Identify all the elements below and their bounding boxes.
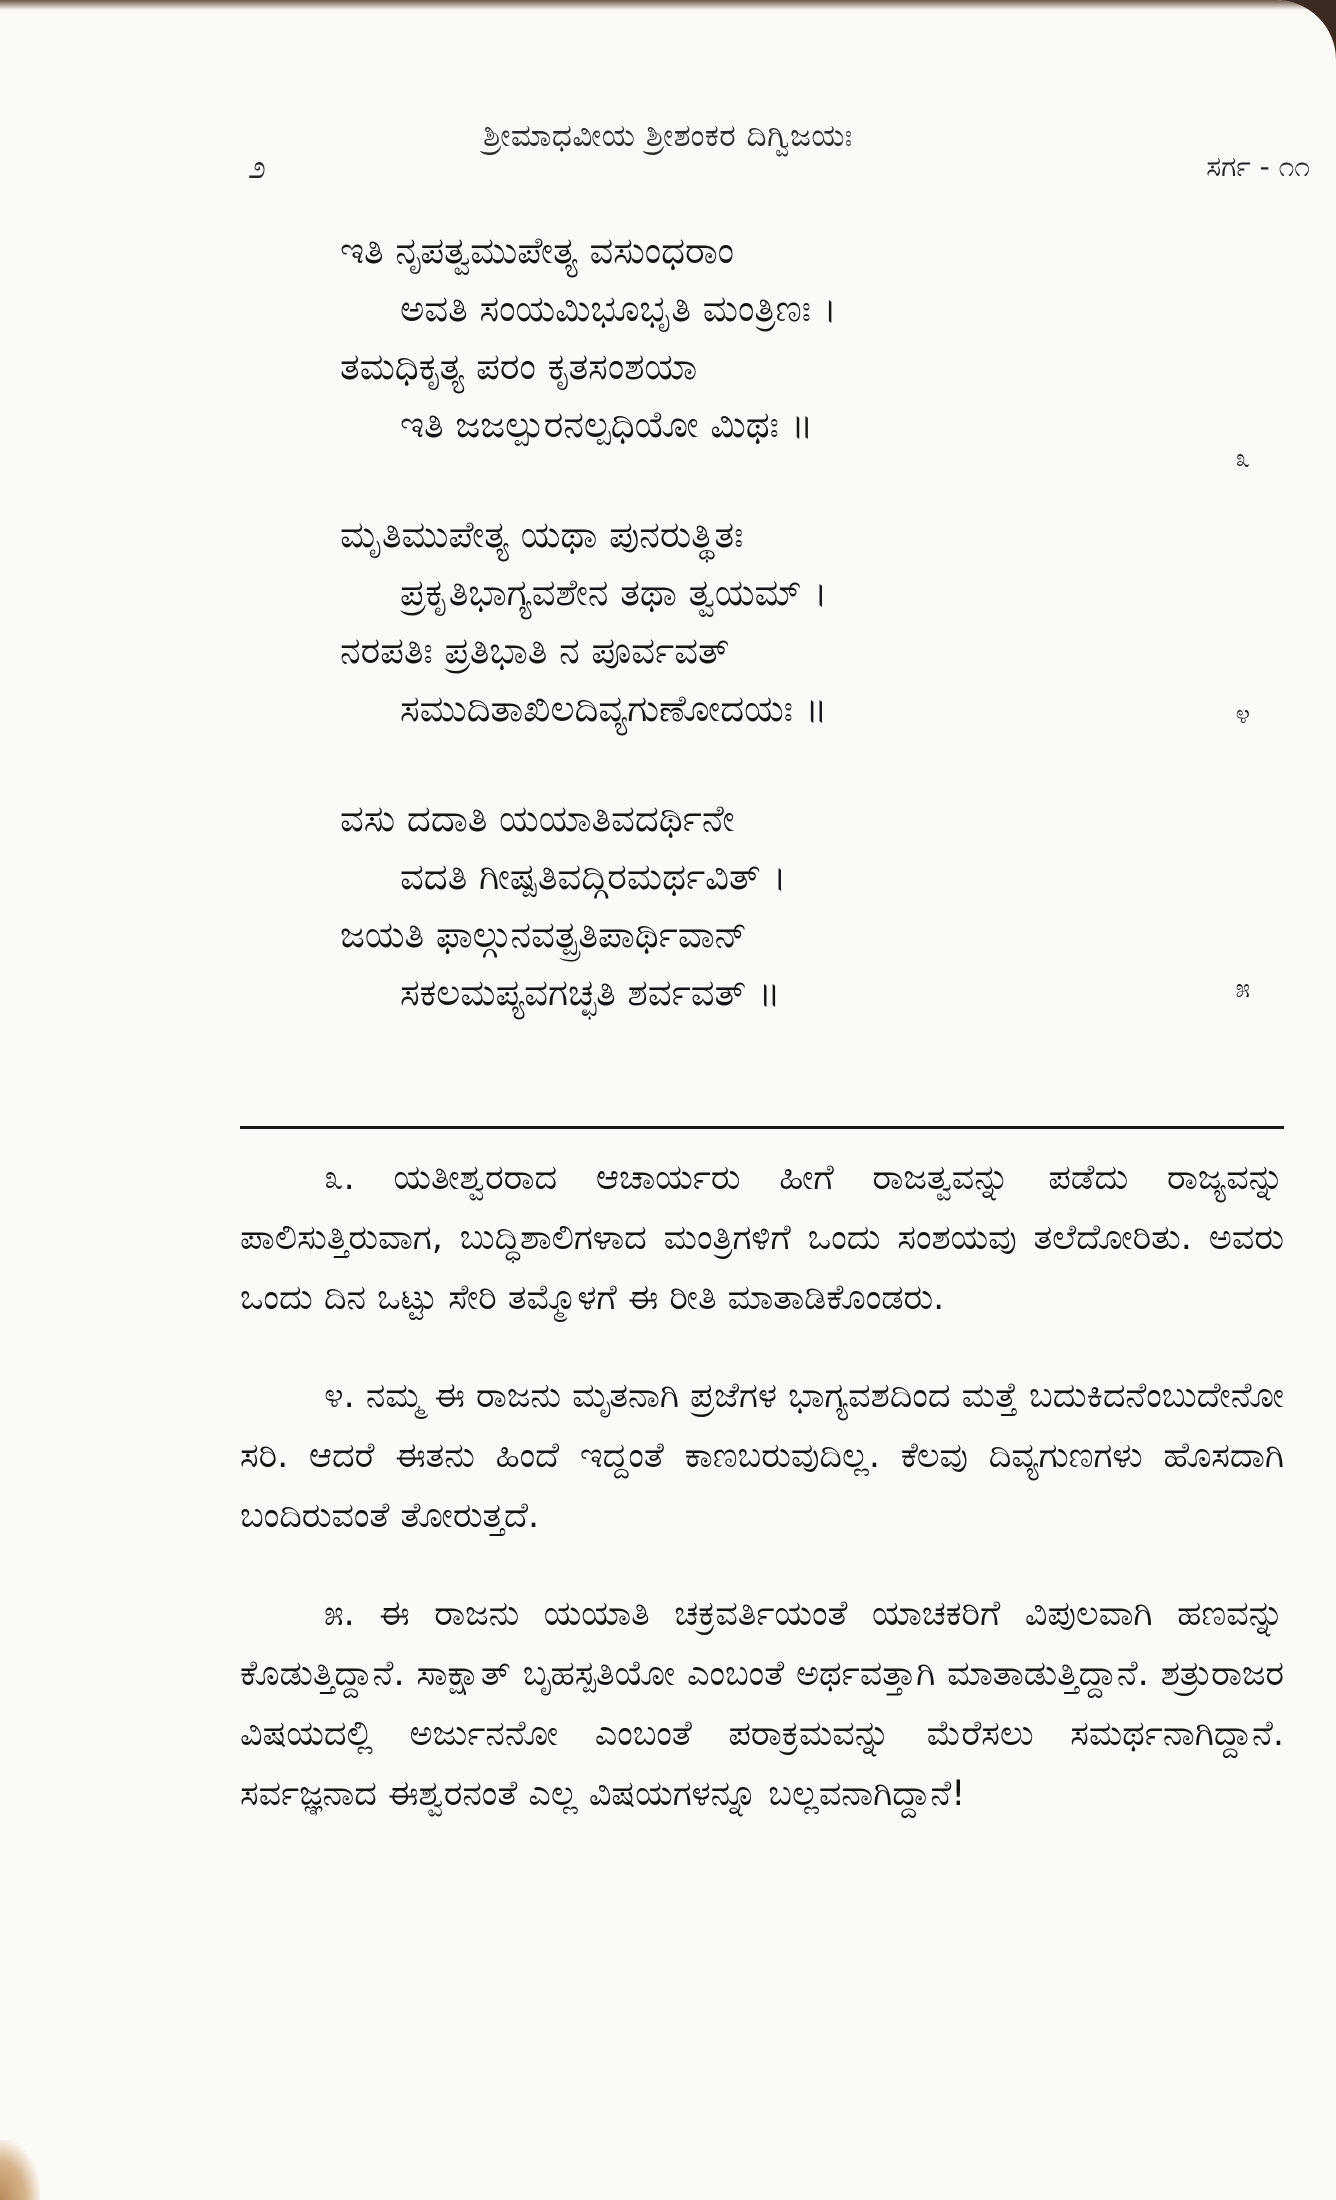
- verse-line: ತಮಧಿಕೃತ್ಯ ಪರಂ ಕೃತಸಂಶಯಾ: [340, 345, 698, 388]
- verse-line: ಇತಿ ನೃಪತ್ವಮುಪೇತ್ಯ ವಸುಂಧರಾಂ: [340, 229, 735, 272]
- verse-line: ಮೃತಿಮುಪೇತ್ಯ ಯಥಾ ಪುನರುತ್ಥಿತಃ: [340, 513, 744, 556]
- verse-4: [340, 506, 1250, 738]
- section-divider: [240, 1126, 1284, 1129]
- verse-3: [340, 222, 1250, 474]
- verse-line: ಅವತಿ ಸಂಯಮಿಭೂಭೃತಿ ಮಂತ್ರಿಣಃ ।: [400, 287, 837, 330]
- page-corner-shadow: [0, 2140, 40, 2200]
- verse-line: ಇತಿ ಜಜಲ್ಪುರನಲ್ಪಧಿಯೋ ಮಿಥಃ ॥: [400, 403, 814, 446]
- verse-line: ಸಕಲಮಪ್ಯವಗಚ್ಛತಿ ಶರ್ವವತ್ ॥: [400, 971, 781, 1014]
- verse-number: ೫: [1235, 974, 1250, 1004]
- verse-line: ಸಮುದಿತಾಖಿಲದಿವ್ಯಗುಣೋದಯಃ ॥: [400, 687, 828, 730]
- verse-line: ವಸು ದದಾತಿ ಯಯಾತಿವದರ್ಥಿನೇ: [340, 797, 735, 840]
- verse-line: ಪ್ರಕೃತಿಭಾಗ್ಯವಶೇನ ತಥಾ ತ್ವಯಮ್ ।: [400, 571, 828, 614]
- chapter-label: ಸರ್ಗ - ೧೧: [1206, 150, 1310, 183]
- verse-line: ನರಪತಿಃ ಪ್ರತಿಭಾತಿ ನ ಪೂರ್ವವತ್: [340, 629, 730, 672]
- commentary-paragraph-3: ೩. ಯತೀಶ್ವರರಾದ ಆಚಾರ್ಯರು ಹೀಗೆ ರಾಜತ್ವವನ್ನು ಪಡೆದು ರಾಜ್ಯವನ್ನು ಪಾಲಿಸುತ್ತಿರುವಾಗ, ಬುದ್ಧಿಶಾಲಿಗಳಾದ ಮಂತ್ರಿಗಳಿಗೆ ಒಂದು ಸಂಶಯವು ತಲೆದೋರಿತು. ಅವರು ಒಂದು ದಿನ ಒಟ್ಟು ಸೇರಿ ತಮ್ಮೊಳಗೆ ಈ ರೀತಿ ಮಾತಾಡಿಕೊಂಡರು.: [240, 1158, 1284, 1318]
- verse-number: ೩: [1235, 444, 1250, 474]
- page-number: ೨: [248, 148, 266, 186]
- page-top-shadow: [0, 0, 1336, 10]
- verse-number: ೪: [1235, 700, 1250, 730]
- commentary-block: [240, 1148, 1284, 1862]
- verse-block: [340, 222, 1250, 1074]
- verse-line: ವದತಿ ಗೀಷ್ಪತಿವದ್ಗಿರಮರ್ಥವಿತ್ ।: [400, 855, 787, 898]
- running-title: ಶ್ರೀಮಾಧವೀಯ ಶ್ರೀಶಂಕರ ದಿಗ್ವಿಜಯಃ: [483, 118, 853, 154]
- commentary-paragraph-4: ೪. ನಮ್ಮ ಈ ರಾಜನು ಮೃತನಾಗಿ ಪ್ರಜೆಗಳ ಭಾಗ್ಯವಶದಿಂದ ಮತ್ತೆ ಬದುಕಿದನೆಂಬುದೇನೋ ಸರಿ. ಆದರೆ ಈತನು ಹಿಂದೆ ಇದ್ದಂತೆ ಕಾಣಬರುವುದಿಲ್ಲ. ಕೆಲವು ದಿವ್ಯಗುಣಗಳು ಹೊಸದಾಗಿ ಬಂದಿರುವಂತೆ ತೋರುತ್ತದೆ.: [240, 1376, 1284, 1536]
- verse-5: [340, 790, 1250, 1022]
- commentary-paragraph-5: ೫. ಈ ರಾಜನು ಯಯಾತಿ ಚಕ್ರವರ್ತಿಯಂತೆ ಯಾಚಕರಿಗೆ ವಿಪುಲವಾಗಿ ಹಣವನ್ನು ಕೊಡುತ್ತಿದ್ದಾನೆ. ಸಾಕ್ಷಾತ್ ಬೃಹಸ್ಪತಿಯೋ ಎಂಬಂತೆ ಅರ್ಥವತ್ತಾಗಿ ಮಾತಾಡುತ್ತಿದ್ದಾನೆ. ಶತ್ರುರಾಜರ ವಿಷಯದಲ್ಲಿ ಅರ್ಜುನನೋ ಎಂಬಂತೆ ಪರಾಕ್ರಮವನ್ನು ಮೆರೆಸಲು ಸಮರ್ಥನಾಗಿದ್ದಾನೆ. ಸರ್ವಜ್ಞನಾದ ಈಶ್ವರನಂತೆ ಎಲ್ಲ ವಿಷಯಗಳನ್ನೂ ಬಲ್ಲವನಾಗಿದ್ದಾನೆ!: [240, 1594, 1284, 1814]
- verse-line: ಜಯತಿ ಫಾಲ್ಗುನವತ್ಪ್ರತಿಪಾರ್ಥಿವಾನ್: [340, 913, 748, 956]
